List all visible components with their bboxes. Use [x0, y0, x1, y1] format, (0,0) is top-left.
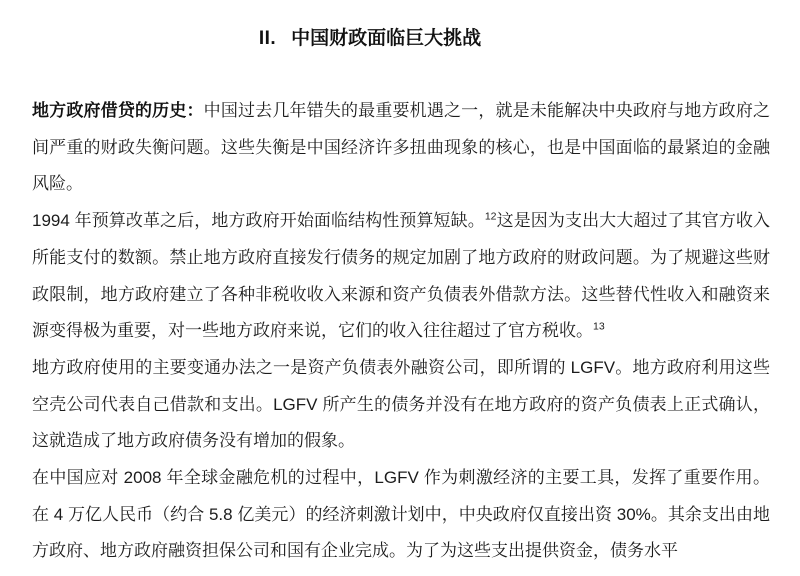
paragraphs: [32, 93, 770, 570]
text-run: 地方政府使用的主要变通办法之一是资产负债表外融资公司，即所谓的 LGFV。地方政府利用这些空壳公司代表自己借款和支出。LGFV 所产生的债务并没有在地方政府的资产负债表上正式确认，这就造成了地方政府债务没有增加的假象。: [32, 357, 770, 451]
text-run: 在中国应对 2008 年全球金融危机的过程中，LGFV 作为刺激经济的主要工具，发挥了重要作用。在 4 万亿人民币（约合 5.8 亿美元）的经济刺激计划中，中央政府仅直接出资 30%。其余支出由地方政府、地方政府融资担保公司和国有企业完成。为了为这些支出提供资金，债务水平: [32, 468, 770, 561]
text-run: 中国过去几年错失的最重要机遇之一，就是未能解决中央政府与地方政府之间严重的财政失衡问题。这些失衡是中国经济许多扭曲现象的核心，也是中国面临的最紧迫的金融风险。: [32, 101, 771, 194]
paragraph: [32, 93, 770, 203]
bold-lead-in: 地方政府借贷的历史：: [32, 101, 204, 120]
paragraph: [32, 460, 770, 570]
section-heading-text: 中国财政面临巨大挑战: [291, 28, 482, 49]
paragraph: [32, 203, 770, 350]
text-run: 1994 年预算改革之后，地方政府开始面临结构性预算短缺。: [32, 211, 485, 231]
section-heading: [32, 26, 708, 52]
text-run: 这是因为支出大大超过了其官方收入所能支付的数额。禁止地方政府直接发行债务的规定加剧了地方政府的财政问题。为了规避这些财政限制，地方政府建立了各种非税收收入来源和资产负债表外借款方法。这些替代性收入和融资来源变得极为重要，对一些地方政府来说，它们的收入往往超过了官方税收。: [32, 211, 771, 341]
paragraph: [32, 350, 770, 460]
section-number: II.: [258, 28, 277, 49]
footnote-ref: 13: [593, 320, 605, 333]
footnote-ref: 12: [484, 210, 497, 223]
